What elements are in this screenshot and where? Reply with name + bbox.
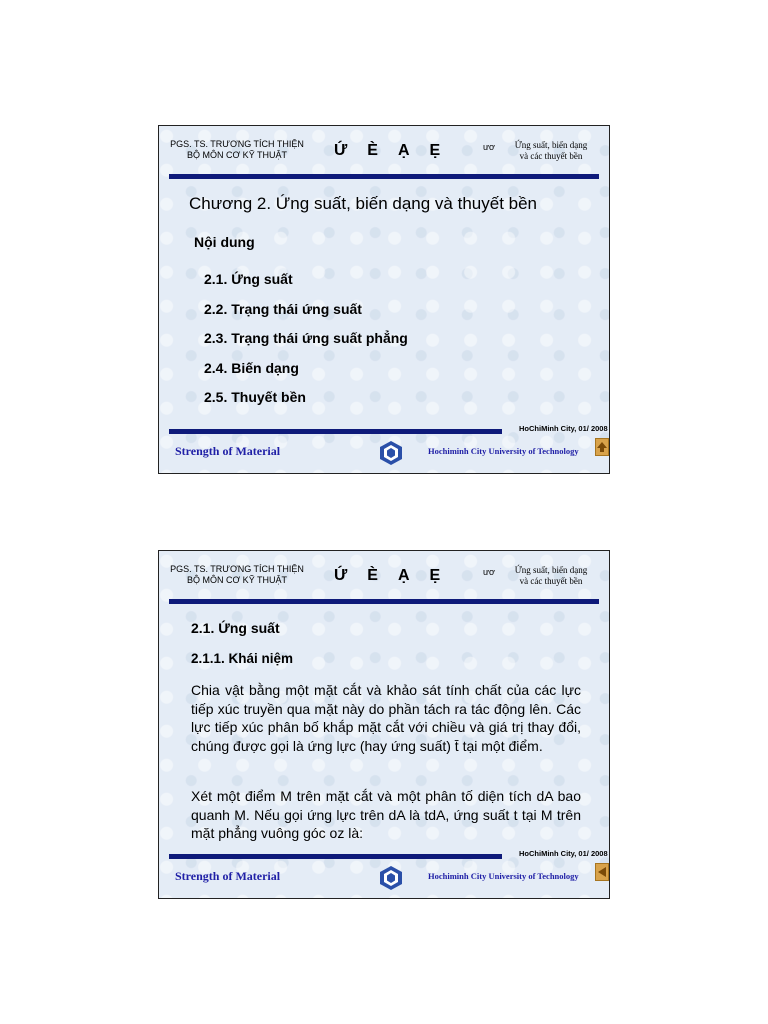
section-heading: 2.1. Ứng suất <box>191 620 280 636</box>
header-topic <box>511 565 591 587</box>
header-glyph: Ạ <box>397 567 410 584</box>
header-author <box>167 564 307 586</box>
up-arrow-icon[interactable] <box>595 438 609 456</box>
author-line-2: BỘ MÔN CƠ KỸ THUẬT <box>186 575 288 585</box>
header-mark: ươ <box>483 142 495 152</box>
footer-divider <box>169 854 502 859</box>
footer-date: HoChiMinh City, 01/ 2008 <box>519 424 608 433</box>
chapter-title: Chương 2. Ứng suất, biến dạng và thuyết bền <box>189 194 538 213</box>
header-glyph: È <box>367 567 378 584</box>
header-glyph: Ẹ <box>429 142 441 159</box>
author-line-2: BỘ MÔN CƠ KỸ THUẬT <box>186 150 288 160</box>
header-glyphs <box>334 142 460 160</box>
contents-item: 2.3. Trạng thái ứng suất phẳng <box>204 330 408 346</box>
author-line-1: PGS. TS. TRƯƠNG TÍCH THIỆN <box>170 139 304 149</box>
paragraph-concept: Chia vật bằng một mặt cắt và khảo sát tính chất của các lực tiếp xúc truyền qua mặt này do phần tách ra tác động lên. Các lực tiếp xúc phân bố khắp mặt cắt với chiều và giá trị thay đổi, chúng được gọi là ứng lực (hay ứng suất) t̄ tại một điểm. <box>191 682 581 754</box>
header-mark: ươ <box>483 567 495 577</box>
university-name: Hochiminh City University of Technology <box>428 446 579 456</box>
contents-item: 2.1. Ứng suất <box>204 271 293 287</box>
header-author <box>167 139 307 161</box>
topic-line-2: và các thuyết bền <box>519 151 583 161</box>
topic-line-2: và các thuyết bền <box>519 576 583 586</box>
header-glyph: Ứ <box>334 567 348 584</box>
subsection-heading: 2.1.1. Khái niệm <box>191 651 294 666</box>
paragraph-definition: Xét một điểm M trên mặt cắt và một phân tố diện tích dA bao quanh M. Nếu gọi ứng lực trên dA là tdA, ứng suất t tại M trên mặt phẳng vuông góc oz là: <box>191 788 581 841</box>
contents-heading: Nội dung <box>194 234 255 250</box>
footer-date: HoChiMinh City, 01/ 2008 <box>519 849 608 858</box>
header-divider <box>169 599 599 604</box>
header-glyph: Ứ <box>334 142 348 159</box>
header-glyph: È <box>367 142 378 159</box>
header-glyph: Ạ <box>397 142 410 159</box>
topic-line-1: Ứng suất, biến dạng <box>514 140 588 150</box>
university-logo <box>377 864 405 892</box>
contents-item: 2.5. Thuyết bền <box>204 389 306 405</box>
header-divider <box>169 174 599 179</box>
topic-line-1: Ứng suất, biến dạng <box>514 565 588 575</box>
university-logo <box>377 439 405 467</box>
header-glyphs <box>334 567 460 585</box>
slide-1 <box>158 125 610 474</box>
header-glyph: Ẹ <box>429 567 441 584</box>
left-arrow-icon[interactable] <box>595 863 609 881</box>
header-topic <box>511 140 591 162</box>
contents-item: 2.4. Biến dạng <box>204 359 299 376</box>
author-line-1: PGS. TS. TRƯƠNG TÍCH THIỆN <box>170 564 304 574</box>
footer-divider <box>169 429 502 434</box>
slide-2 <box>158 550 610 899</box>
course-name: Strength of Material <box>175 444 281 458</box>
contents-item: 2.2. Trạng thái ứng suất <box>204 300 362 317</box>
contents-list <box>204 271 408 419</box>
university-name: Hochiminh City University of Technology <box>428 871 579 881</box>
course-name: Strength of Material <box>175 869 281 883</box>
